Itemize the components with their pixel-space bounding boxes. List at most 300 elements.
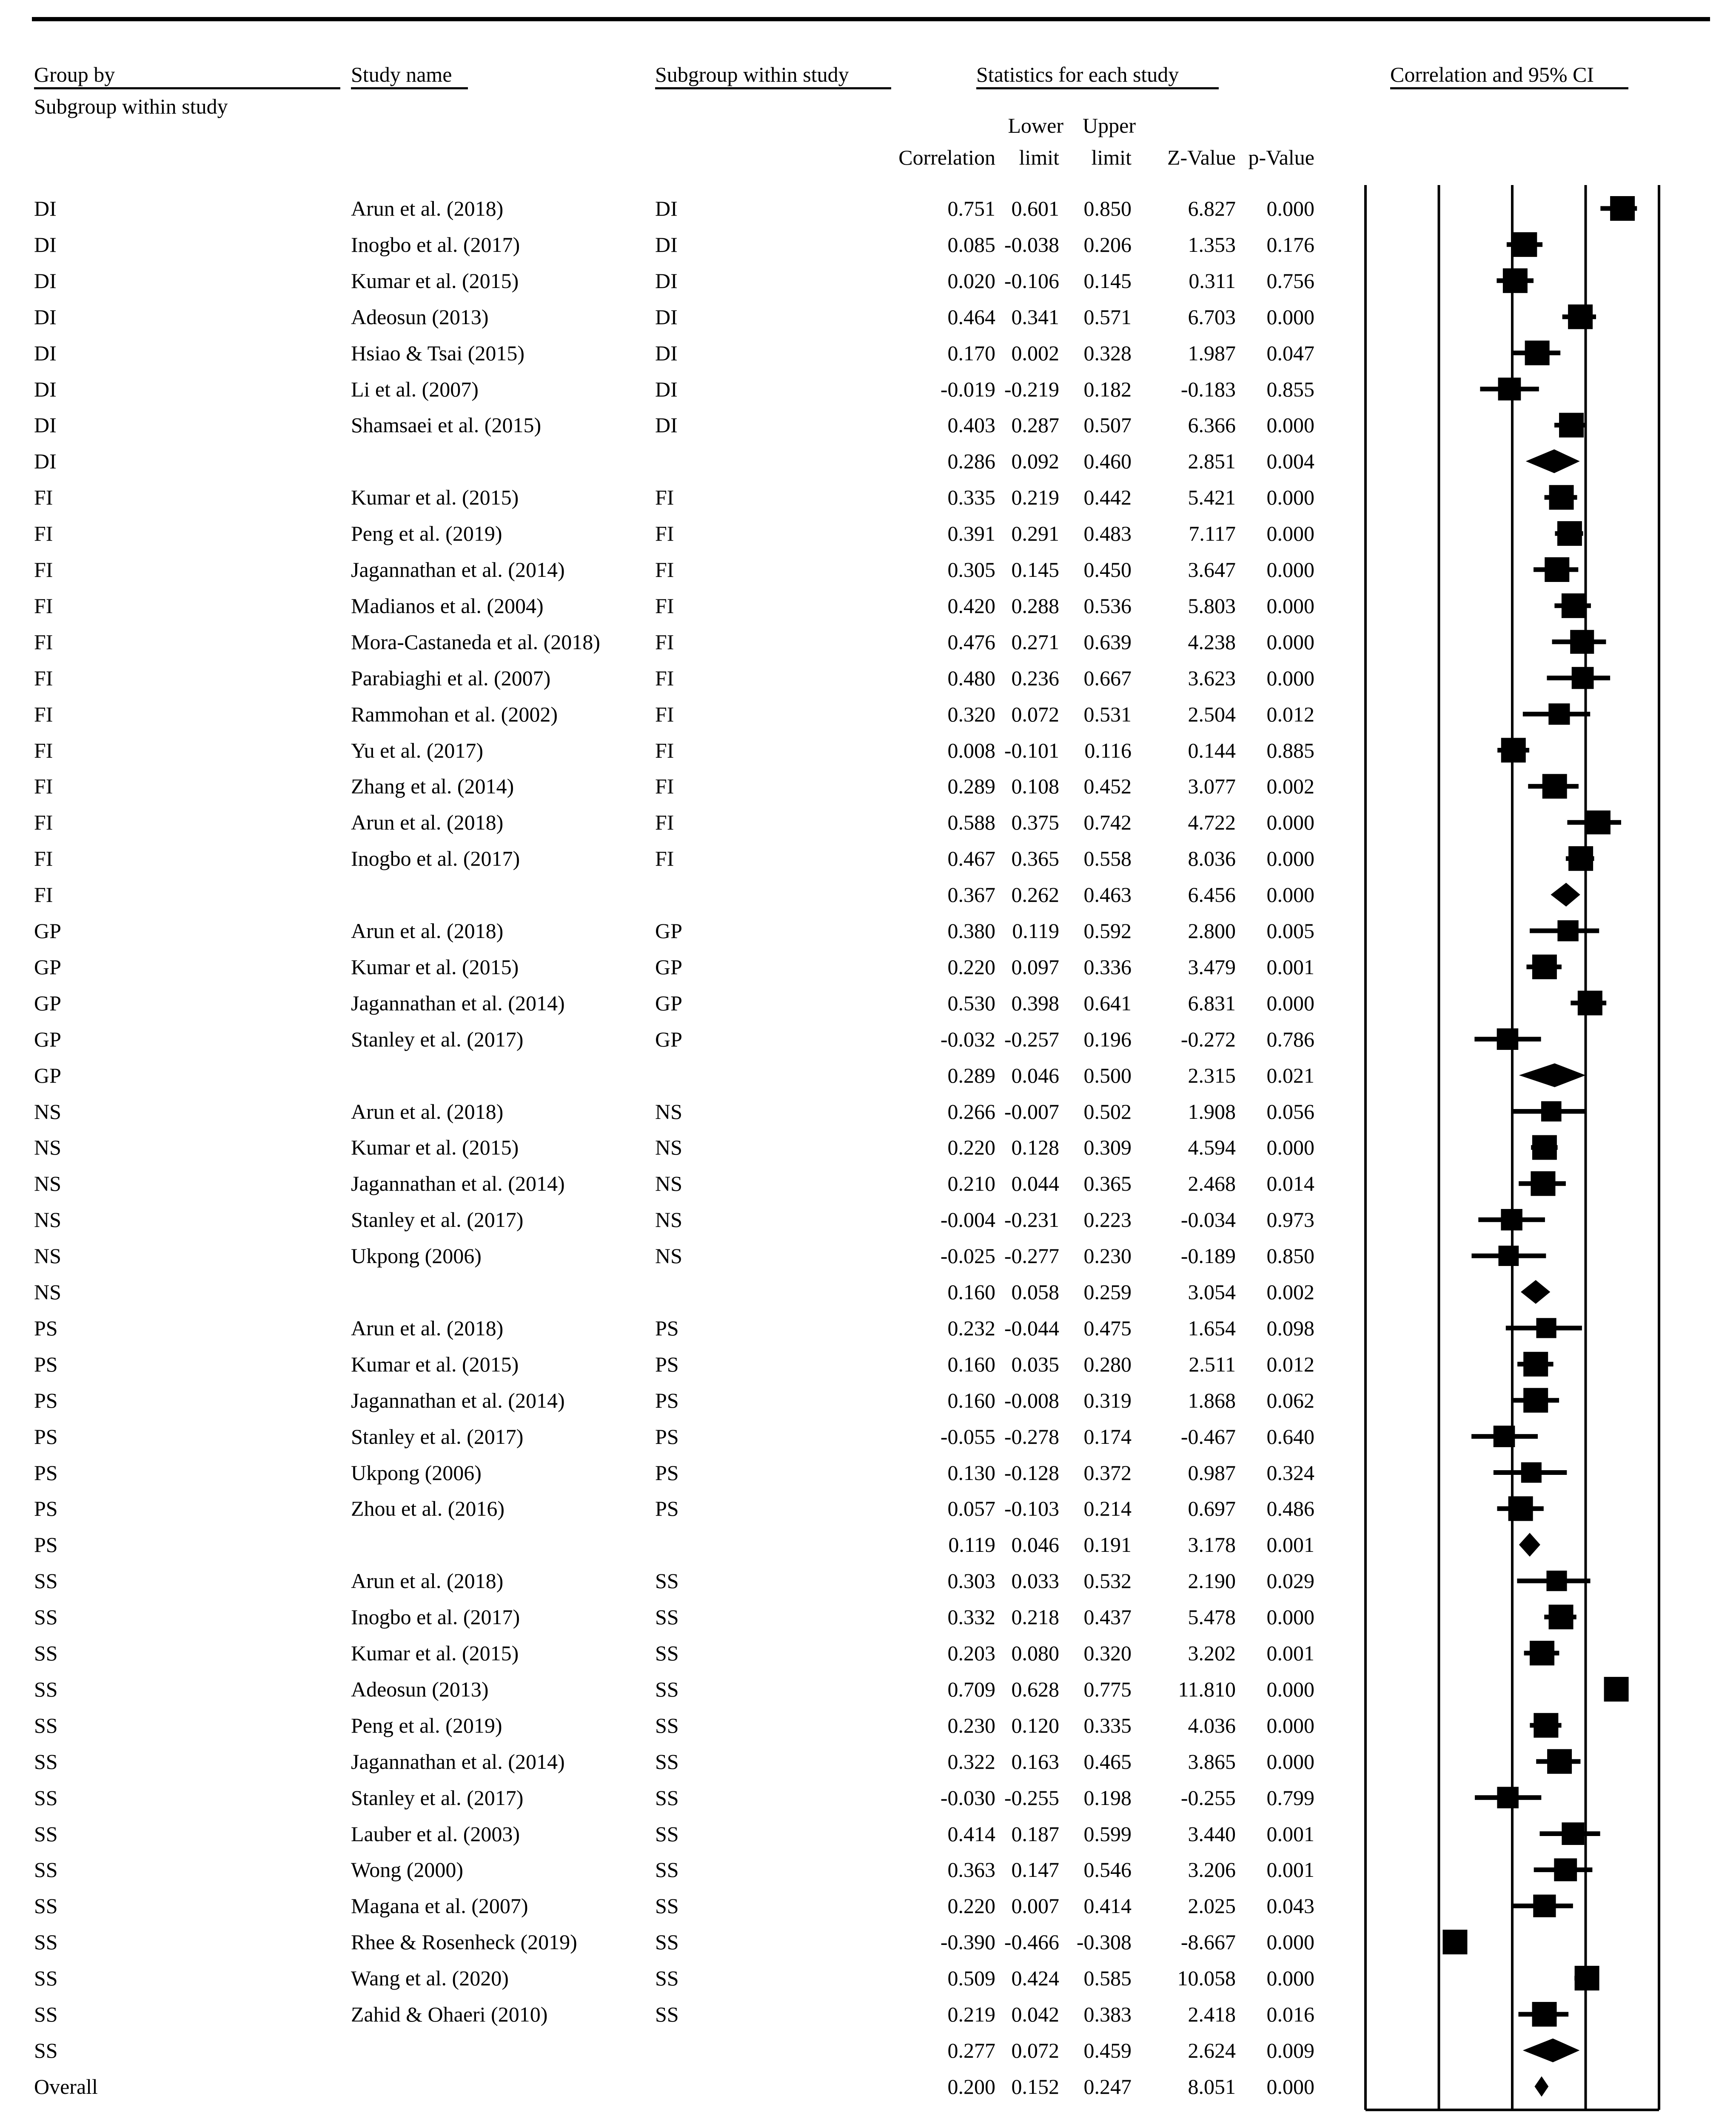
row-subgroup: DI	[655, 413, 678, 437]
row-correlation: 0.289	[947, 774, 995, 798]
row-p-value: 0.001	[1266, 1641, 1314, 1665]
row-study-name: Stanley et al. (2017)	[351, 1208, 524, 1232]
row-group: SS	[34, 2002, 58, 2026]
row-z-value: 0.987	[1188, 1460, 1236, 1485]
row-subgroup: FI	[655, 702, 674, 726]
row-subgroup: NS	[655, 1172, 682, 1196]
row-group: SS	[34, 1894, 58, 1918]
row-correlation: 0.464	[947, 305, 995, 329]
row-correlation: 0.332	[947, 1605, 995, 1629]
col-hdr-upper-1: Upper	[1083, 114, 1136, 137]
row-z-value: 2.418	[1188, 2002, 1236, 2026]
row-lower-limit: 0.145	[1011, 558, 1059, 582]
row-upper-limit: 0.502	[1083, 1099, 1132, 1123]
row-upper-limit: 0.507	[1083, 413, 1132, 437]
row-subgroup: DI	[655, 305, 678, 329]
effect-square	[1578, 991, 1602, 1015]
effect-square	[1501, 1209, 1522, 1230]
row-correlation: -0.032	[940, 1027, 995, 1051]
row-upper-limit: 0.116	[1084, 738, 1132, 762]
header-subgroup-within-study-label: Subgroup within study	[655, 62, 891, 89]
row-z-value: 3.054	[1188, 1280, 1236, 1304]
row-lower-limit: 0.187	[1011, 1822, 1059, 1846]
row-upper-limit: 0.206	[1083, 232, 1132, 257]
effect-square	[1568, 846, 1593, 871]
summary-diamond	[1519, 1533, 1540, 1557]
row-study-name: Stanley et al. (2017)	[351, 1027, 524, 1051]
row-correlation: 0.020	[947, 268, 995, 293]
row-group: PS	[34, 1388, 58, 1412]
row-upper-limit: 0.145	[1083, 268, 1132, 293]
effect-square	[1530, 1641, 1554, 1665]
row-group: SS	[34, 1749, 58, 1773]
row-subgroup: FI	[655, 810, 674, 835]
row-group: FI	[34, 666, 53, 690]
row-upper-limit: 0.182	[1083, 377, 1132, 401]
col-hdr-upper-2: limit	[1091, 145, 1132, 169]
row-group: PS	[34, 1352, 58, 1376]
row-subgroup: DI	[655, 197, 678, 220]
row-correlation: 0.057	[947, 1497, 995, 1521]
effect-square	[1532, 955, 1557, 979]
row-p-value: 0.000	[1266, 485, 1314, 510]
row-subgroup: FI	[655, 774, 674, 798]
row-group: PS	[34, 1424, 58, 1448]
row-subgroup: NS	[655, 1135, 682, 1160]
row-z-value: 10.058	[1177, 1966, 1236, 1990]
row-correlation: 0.220	[947, 1135, 995, 1160]
row-p-value: 0.000	[1266, 991, 1314, 1015]
row-group: PS	[34, 1316, 58, 1340]
row-z-value: 11.810	[1178, 1677, 1236, 1701]
row-subgroup: FI	[655, 485, 674, 510]
row-lower-limit: 0.033	[1011, 1569, 1059, 1593]
row-p-value: 0.324	[1266, 1460, 1314, 1485]
row-z-value: -8.667	[1180, 1930, 1236, 1954]
row-study-name: Inogbo et al. (2017)	[351, 232, 520, 257]
row-z-value: 5.803	[1188, 593, 1236, 618]
row-z-value: 3.623	[1188, 666, 1236, 690]
row-lower-limit: 0.287	[1011, 413, 1059, 437]
row-p-value: 0.000	[1266, 847, 1314, 871]
row-subgroup: SS	[655, 1713, 679, 1737]
row-subgroup: NS	[655, 1244, 682, 1268]
effect-square	[1562, 593, 1586, 618]
row-study-name: Kumar et al. (2015)	[351, 1352, 519, 1376]
row-correlation: 0.751	[947, 197, 995, 220]
row-correlation: -0.019	[940, 377, 995, 401]
row-lower-limit: -0.278	[1004, 1424, 1059, 1448]
row-upper-limit: 0.452	[1083, 774, 1132, 798]
row-upper-limit: 0.532	[1083, 1569, 1132, 1593]
row-lower-limit: 0.628	[1011, 1677, 1059, 1701]
row-z-value: 0.144	[1188, 738, 1236, 762]
row-p-value: 0.885	[1266, 738, 1314, 762]
row-correlation: 0.420	[947, 593, 995, 618]
row-group: GP	[34, 919, 61, 943]
row-p-value: 0.005	[1266, 919, 1314, 943]
effect-square	[1523, 1352, 1548, 1377]
row-z-value: 3.479	[1188, 955, 1236, 979]
row-study-name: Magana et al. (2007)	[351, 1894, 528, 1918]
row-z-value: 6.703	[1188, 305, 1236, 329]
row-p-value: 0.000	[1266, 558, 1314, 582]
row-p-value: 0.000	[1266, 1677, 1314, 1701]
row-p-value: 0.786	[1266, 1027, 1314, 1051]
row-group: SS	[34, 1858, 58, 1882]
row-study-name: Shamsaei et al. (2015)	[351, 413, 542, 437]
row-upper-limit: 0.450	[1083, 558, 1132, 582]
row-study-name: Ukpong (2006)	[351, 1244, 482, 1268]
row-upper-limit: 0.223	[1083, 1208, 1132, 1232]
row-study-name: Lauber et al. (2003)	[351, 1822, 520, 1846]
row-subgroup: FI	[655, 522, 674, 546]
row-group: SS	[34, 1930, 58, 1954]
row-correlation: 0.414	[947, 1822, 995, 1846]
row-subgroup: PS	[655, 1352, 679, 1376]
effect-square	[1497, 1028, 1519, 1050]
row-correlation: 0.509	[947, 1966, 995, 1990]
row-lower-limit: 0.152	[1011, 2074, 1059, 2098]
row-group: DI	[34, 413, 57, 437]
row-correlation: 0.476	[947, 630, 995, 654]
col-hdr-lower-1: Lower	[1008, 114, 1063, 137]
row-upper-limit: 0.463	[1083, 883, 1132, 907]
row-z-value: 1.654	[1188, 1316, 1236, 1340]
effect-square	[1499, 1246, 1519, 1266]
row-lower-limit: 0.120	[1011, 1713, 1059, 1737]
row-lower-limit: 0.080	[1011, 1641, 1059, 1665]
row-lower-limit: 0.375	[1011, 810, 1059, 835]
row-lower-limit: 0.042	[1011, 2002, 1059, 2026]
row-upper-limit: 0.465	[1083, 1749, 1132, 1773]
row-study-name: Arun et al. (2018)	[351, 1099, 504, 1123]
row-lower-limit: 0.601	[1011, 197, 1059, 220]
row-subgroup: FI	[655, 738, 674, 762]
row-p-value: 0.001	[1266, 955, 1314, 979]
summary-diamond	[1526, 449, 1580, 473]
row-subgroup: SS	[655, 1966, 679, 1990]
row-group: FI	[34, 702, 53, 726]
row-p-value: 0.000	[1266, 1605, 1314, 1629]
row-group: SS	[34, 1785, 58, 1810]
row-group: FI	[34, 593, 53, 618]
row-z-value: 5.421	[1188, 485, 1236, 510]
row-z-value: 6.827	[1188, 197, 1236, 220]
row-subgroup: SS	[655, 1677, 679, 1701]
row-group: NS	[34, 1280, 61, 1304]
effect-square	[1508, 1496, 1533, 1521]
row-study-name: Parabiaghi et al. (2007)	[351, 666, 551, 690]
row-group: DI	[34, 305, 57, 329]
row-p-value: 0.021	[1266, 1063, 1314, 1087]
row-correlation: -0.030	[940, 1785, 995, 1810]
row-study-name: Jagannathan et al. (2014)	[351, 991, 565, 1015]
row-study-name: Kumar et al. (2015)	[351, 268, 519, 293]
row-z-value: 3.077	[1188, 774, 1236, 798]
row-p-value: 0.001	[1266, 1858, 1314, 1882]
row-upper-limit: 0.174	[1083, 1424, 1132, 1448]
row-correlation: 0.203	[947, 1641, 995, 1665]
effect-square	[1549, 1605, 1574, 1629]
effect-square	[1542, 774, 1567, 798]
row-z-value: 2.190	[1188, 1569, 1236, 1593]
row-lower-limit: -0.128	[1004, 1460, 1059, 1485]
effect-square	[1512, 232, 1537, 257]
row-p-value: 0.043	[1266, 1894, 1314, 1918]
row-upper-limit: 0.850	[1083, 197, 1132, 220]
row-study-name: Ukpong (2006)	[351, 1460, 482, 1485]
row-z-value: 4.036	[1188, 1713, 1236, 1737]
row-lower-limit: 0.097	[1011, 955, 1059, 979]
row-correlation: 0.289	[947, 1063, 995, 1087]
row-p-value: 0.973	[1266, 1208, 1314, 1232]
row-subgroup: SS	[655, 1569, 679, 1593]
row-upper-limit: 0.437	[1083, 1605, 1132, 1629]
row-correlation: 0.320	[947, 702, 995, 726]
row-correlation: 0.085	[947, 232, 995, 257]
summary-diamond	[1521, 1280, 1550, 1304]
row-upper-limit: -0.308	[1076, 1930, 1132, 1954]
row-p-value: 0.640	[1266, 1424, 1314, 1448]
row-lower-limit: -0.103	[1004, 1497, 1059, 1521]
row-z-value: 2.851	[1188, 449, 1236, 473]
row-group: DI	[34, 268, 57, 293]
row-subgroup: GP	[655, 991, 682, 1015]
row-group: SS	[34, 1677, 58, 1701]
row-subgroup: GP	[655, 1027, 682, 1051]
row-p-value: 0.486	[1266, 1497, 1314, 1521]
row-correlation: 0.391	[947, 522, 995, 546]
row-lower-limit: 0.092	[1011, 449, 1059, 473]
row-study-name: Madianos et al. (2004)	[351, 593, 544, 618]
row-lower-limit: -0.044	[1004, 1316, 1059, 1340]
row-lower-limit: 0.058	[1011, 1280, 1059, 1304]
effect-square	[1501, 738, 1526, 763]
row-z-value: 8.036	[1188, 847, 1236, 871]
row-upper-limit: 0.667	[1083, 666, 1132, 690]
row-subgroup: PS	[655, 1424, 679, 1448]
row-correlation: -0.004	[940, 1208, 995, 1232]
row-group: SS	[34, 1713, 58, 1737]
row-study-name: Li et al. (2007)	[351, 377, 479, 401]
row-z-value: 0.311	[1189, 268, 1236, 293]
row-p-value: 0.002	[1266, 1280, 1314, 1304]
row-group: FI	[34, 883, 53, 907]
row-study-name: Kumar et al. (2015)	[351, 485, 519, 510]
row-z-value: -0.467	[1180, 1424, 1236, 1448]
row-subgroup: GP	[655, 919, 682, 943]
effect-square	[1575, 1966, 1599, 1990]
row-group: GP	[34, 991, 61, 1015]
effect-square	[1532, 2002, 1557, 2027]
row-group: FI	[34, 485, 53, 510]
row-subgroup: NS	[655, 1099, 682, 1123]
row-study-name: Kumar et al. (2015)	[351, 1641, 519, 1665]
row-study-name: Jagannathan et al. (2014)	[351, 1172, 565, 1196]
row-upper-limit: 0.365	[1083, 1172, 1132, 1196]
row-group: PS	[34, 1497, 58, 1521]
row-group: GP	[34, 955, 61, 979]
row-z-value: 3.178	[1188, 1533, 1236, 1557]
row-study-name: Arun et al. (2018)	[351, 197, 504, 220]
row-p-value: 0.016	[1266, 2002, 1314, 2026]
effect-square	[1587, 810, 1611, 834]
effect-square	[1604, 1677, 1629, 1702]
row-study-name: Stanley et al. (2017)	[351, 1785, 524, 1810]
row-lower-limit: 0.072	[1011, 2038, 1059, 2062]
row-group: SS	[34, 1822, 58, 1846]
row-subgroup: DI	[655, 268, 678, 293]
row-upper-limit: 0.335	[1083, 1713, 1132, 1737]
row-subgroup: NS	[655, 1208, 682, 1232]
row-p-value: 0.012	[1266, 702, 1314, 726]
row-group: GP	[34, 1063, 61, 1087]
row-lower-limit: 0.262	[1011, 883, 1059, 907]
row-study-name: Zhou et al. (2016)	[351, 1497, 505, 1521]
row-subgroup: PS	[655, 1497, 679, 1521]
row-lower-limit: 0.341	[1011, 305, 1059, 329]
row-correlation: 0.335	[947, 485, 995, 510]
row-subgroup: SS	[655, 1894, 679, 1918]
row-study-name: Yu et al. (2017)	[351, 738, 484, 762]
row-correlation: 0.220	[947, 955, 995, 979]
row-upper-limit: 0.309	[1083, 1135, 1132, 1160]
row-lower-limit: 0.291	[1011, 522, 1059, 546]
row-group: SS	[34, 1605, 58, 1629]
row-upper-limit: 0.460	[1083, 449, 1132, 473]
row-correlation: 0.286	[947, 449, 995, 473]
row-correlation: 0.232	[947, 1316, 995, 1340]
row-z-value: 3.865	[1188, 1749, 1236, 1773]
row-z-value: 2.468	[1188, 1172, 1236, 1196]
row-upper-limit: 0.775	[1083, 1677, 1132, 1701]
col-hdr-correlation: Correlation	[898, 145, 995, 169]
row-subgroup: SS	[655, 1641, 679, 1665]
row-lower-limit: -0.219	[1004, 377, 1059, 401]
row-group: FI	[34, 847, 53, 871]
row-study-name: Wang et al. (2020)	[351, 1966, 509, 1990]
row-p-value: 0.000	[1266, 413, 1314, 437]
row-z-value: 2.504	[1188, 702, 1236, 726]
row-lower-limit: -0.038	[1004, 232, 1059, 257]
row-upper-limit: 0.536	[1083, 593, 1132, 618]
row-subgroup: SS	[655, 1749, 679, 1773]
row-lower-limit: -0.466	[1004, 1930, 1059, 1954]
row-group: PS	[34, 1533, 58, 1557]
row-z-value: 4.722	[1188, 810, 1236, 835]
row-lower-limit: -0.008	[1004, 1388, 1059, 1412]
effect-square	[1557, 521, 1582, 546]
row-group: SS	[34, 1569, 58, 1593]
row-group: FI	[34, 774, 53, 798]
row-group: DI	[34, 449, 57, 473]
row-correlation: -0.390	[940, 1930, 995, 1954]
row-correlation: 0.367	[947, 883, 995, 907]
row-z-value: 1.868	[1188, 1388, 1236, 1412]
row-study-name: Zahid & Ohaeri (2010)	[351, 2002, 548, 2026]
row-upper-limit: 0.639	[1083, 630, 1132, 654]
overall-diamond	[1534, 2076, 1548, 2097]
row-group: Overall	[34, 2074, 98, 2098]
effect-square	[1559, 413, 1584, 437]
row-lower-limit: -0.101	[1004, 738, 1059, 762]
col-hdr-p-value: p-Value	[1248, 145, 1314, 169]
effect-square	[1557, 920, 1578, 941]
row-lower-limit: 0.072	[1011, 702, 1059, 726]
row-subgroup: PS	[655, 1388, 679, 1412]
row-upper-limit: 0.214	[1083, 1497, 1132, 1521]
row-p-value: 0.850	[1266, 1244, 1314, 1268]
row-group: GP	[34, 1027, 61, 1051]
effect-square	[1562, 1822, 1584, 1845]
row-z-value: -0.189	[1180, 1244, 1236, 1268]
row-study-name: Inogbo et al. (2017)	[351, 847, 520, 871]
row-upper-limit: 0.230	[1083, 1244, 1132, 1268]
row-upper-limit: 0.191	[1083, 1533, 1132, 1557]
header-subgroup-left: Subgroup within study	[34, 94, 228, 118]
col-hdr-lower-2: limit	[1019, 145, 1059, 169]
row-subgroup: SS	[655, 2002, 679, 2026]
row-study-name: Jagannathan et al. (2014)	[351, 1749, 565, 1773]
row-study-name: Kumar et al. (2015)	[351, 955, 519, 979]
row-p-value: 0.014	[1266, 1172, 1314, 1196]
row-upper-limit: 0.483	[1083, 522, 1132, 546]
effect-square	[1523, 1388, 1548, 1413]
row-correlation: 0.130	[947, 1460, 995, 1485]
row-group: SS	[34, 1641, 58, 1665]
row-group: FI	[34, 738, 53, 762]
row-study-name: Peng et al. (2019)	[351, 1713, 502, 1737]
row-correlation: 0.467	[947, 847, 995, 871]
row-correlation: 0.170	[947, 341, 995, 365]
row-correlation: 0.119	[948, 1533, 995, 1557]
row-correlation: 0.200	[947, 2074, 995, 2098]
row-upper-limit: 0.196	[1083, 1027, 1132, 1051]
row-lower-limit: 0.236	[1011, 666, 1059, 690]
row-correlation: 0.588	[947, 810, 995, 835]
row-correlation: 0.230	[947, 1713, 995, 1737]
row-lower-limit: 0.218	[1011, 1605, 1059, 1629]
row-correlation: 0.403	[947, 413, 995, 437]
row-group: FI	[34, 522, 53, 546]
row-study-name: Rhee & Rosenheck (2019)	[351, 1930, 577, 1954]
effect-square	[1531, 1171, 1555, 1196]
effect-square	[1525, 341, 1550, 365]
effect-square	[1442, 1930, 1467, 1954]
row-upper-limit: 0.500	[1083, 1063, 1132, 1087]
row-group: DI	[34, 232, 57, 257]
row-p-value: 0.000	[1266, 2074, 1314, 2098]
row-correlation: 0.220	[947, 1894, 995, 1918]
row-upper-limit: 0.546	[1083, 1858, 1132, 1882]
row-subgroup: SS	[655, 1605, 679, 1629]
row-correlation: 0.008	[947, 738, 995, 762]
row-study-name: Adeosun (2013)	[351, 305, 489, 329]
row-study-name: Jagannathan et al. (2014)	[351, 558, 565, 582]
row-correlation: 0.363	[947, 1858, 995, 1882]
effect-square	[1497, 1787, 1519, 1808]
row-group: NS	[34, 1135, 61, 1160]
row-subgroup: FI	[655, 847, 674, 871]
row-p-value: 0.176	[1266, 232, 1314, 257]
row-p-value: 0.000	[1266, 810, 1314, 835]
header-study-name-label: Study name	[351, 62, 468, 89]
row-study-name: Arun et al. (2018)	[351, 1569, 504, 1593]
row-p-value: 0.000	[1266, 1713, 1314, 1737]
effect-square	[1498, 378, 1521, 401]
row-upper-limit: 0.336	[1083, 955, 1132, 979]
